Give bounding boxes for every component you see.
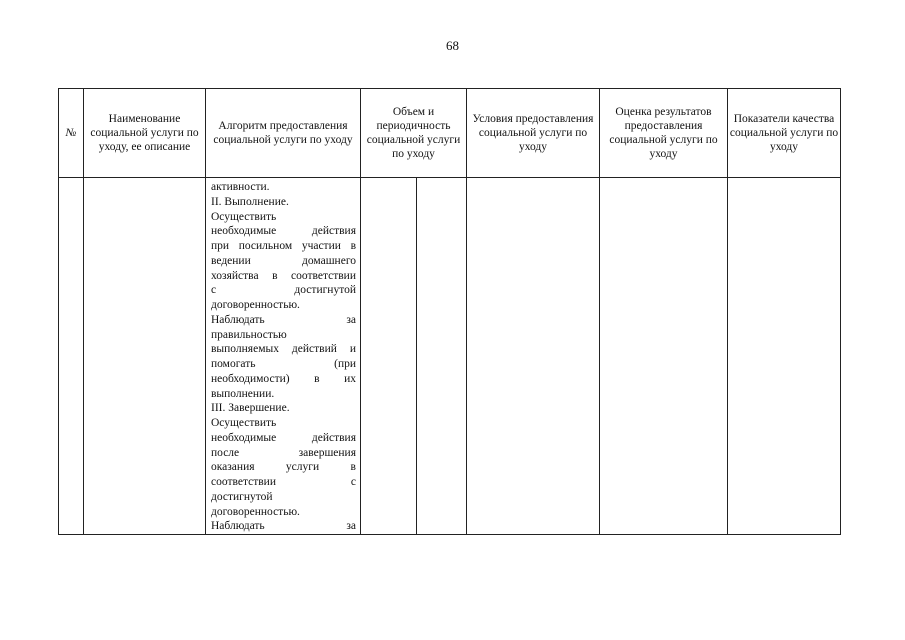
algorithm-line: хозяйства в соответствии	[211, 269, 356, 282]
algorithm-line: Наблюдать за	[211, 313, 356, 326]
cell-algorithm	[206, 178, 361, 535]
algorithm-line: помогать (при	[211, 358, 356, 370]
algorithm-line: достигнутой	[211, 490, 273, 503]
algorithm-line: необходимые действия	[211, 431, 356, 444]
cell-quality	[728, 178, 841, 535]
cell-num	[59, 178, 84, 535]
cell-volume	[361, 178, 417, 535]
header-num: №	[59, 89, 84, 178]
algorithm-line: оказания услуги в	[211, 461, 356, 474]
page-number: 68	[446, 38, 459, 53]
algorithm-line: необходимости) в их	[211, 372, 356, 385]
algorithm-line: Наблюдать за	[211, 520, 356, 533]
algorithm-line: договоренностью.	[211, 505, 300, 518]
algorithm-line: необходимые действия	[211, 225, 356, 238]
cell-conditions	[467, 178, 600, 535]
algorithm-line: активности.	[211, 181, 270, 193]
cell-evaluation	[600, 178, 728, 535]
algorithm-line: II. Выполнение.	[211, 195, 289, 208]
cell-periodicity	[417, 178, 467, 535]
header-algorithm: Алгоритм предоставления социальной услуги по уходу	[206, 89, 361, 178]
header-volume: Объем и периодичность социальной услуги по уходу	[361, 89, 467, 178]
algorithm-line: при посильном участии в	[211, 240, 356, 252]
algorithm-line: выполняемых действий и	[211, 343, 356, 356]
algorithm-line: выполнении.	[211, 387, 275, 400]
cell-name	[84, 178, 206, 535]
algorithm-line: соответствии с	[211, 476, 356, 488]
algorithm-line: ведении домашнего	[211, 254, 356, 267]
table-row	[59, 178, 841, 535]
algorithm-line: после завершения	[211, 446, 356, 459]
algorithm-line: правильностью	[211, 328, 287, 341]
header-evaluation: Оценка результатов предоставления социальной услуги по уходу	[600, 89, 728, 178]
header-row	[59, 89, 841, 178]
header-quality: Показатели качества социальной услуги по уходу	[728, 89, 841, 178]
algorithm-line: Осуществить	[211, 210, 277, 223]
algorithm-text	[206, 178, 360, 534]
algorithm-line: III. Завершение.	[211, 402, 290, 415]
services-table	[58, 88, 841, 535]
header-conditions: Условия предоставления социальной услуги по уходу	[467, 89, 600, 178]
algorithm-line: договоренностью.	[211, 299, 300, 311]
header-name: Наименование социальной услуги по уходу, ее описание	[84, 89, 206, 178]
algorithm-line: с достигнутой	[211, 284, 356, 297]
algorithm-line: Осуществить	[211, 417, 277, 429]
